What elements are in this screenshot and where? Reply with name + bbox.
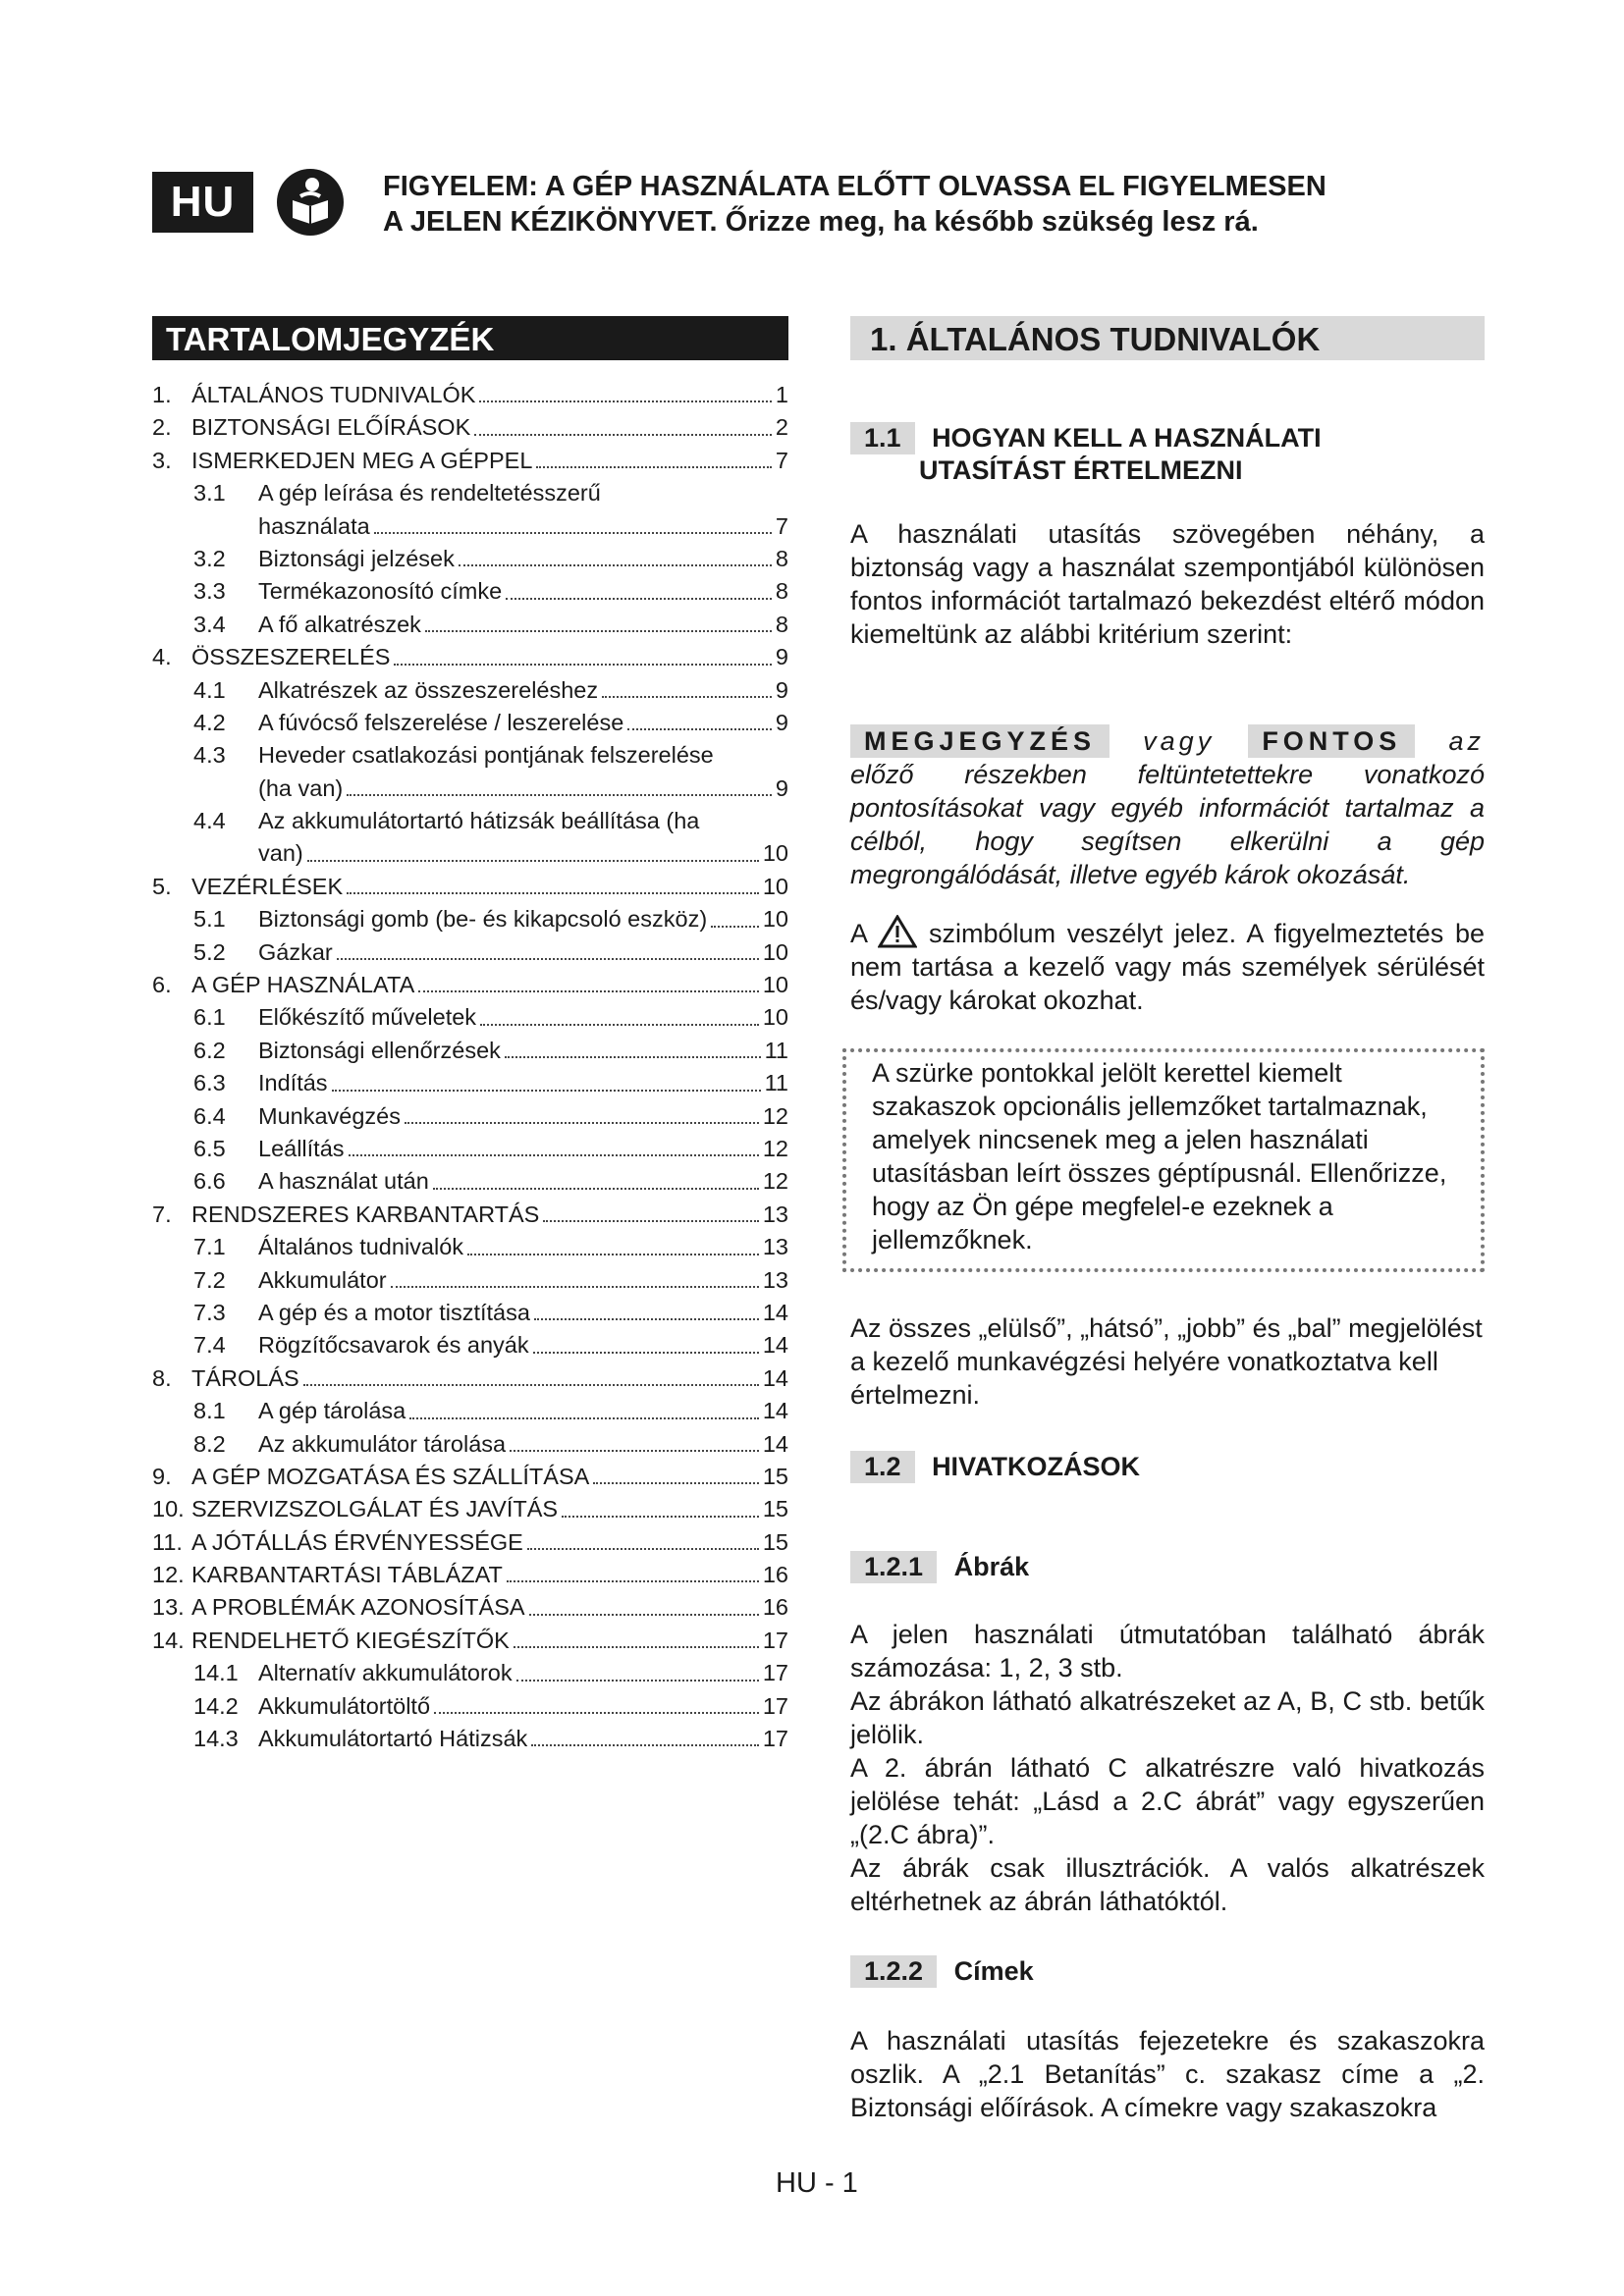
subsection-number: 1.2 <box>850 1451 915 1483</box>
toc-item <box>152 1723 788 1755</box>
table-of-contents <box>152 379 788 1755</box>
toc-item-title: ISMERKEDJEN MEG A GÉPPEL <box>191 447 533 473</box>
toc-item-page: 1 <box>775 382 788 407</box>
paragraph-orientation: Az összes „elülső”, „hátsó”, „jobb” és „bal” megjelölést a kezelő munkavégzési helyére vonatkoztatva kell értelmezni. <box>850 1313 1483 1410</box>
toc-item <box>152 1001 788 1034</box>
toc-item-title: A használat után <box>258 1168 429 1195</box>
toc-leader <box>337 936 759 960</box>
note-tag: MEGJEGYZÉS <box>850 724 1110 758</box>
toc-leader <box>409 1395 759 1418</box>
toc-leader <box>531 1723 759 1746</box>
toc-item-page: 13 <box>762 1201 788 1227</box>
toc-leader <box>394 641 771 665</box>
figures-reference: A 2. ábrán látható C alkatrészre való hivatkozás jelölése tehát: „Lásd a 2.C ábrát” vagy egyszerűen „(2.C ábra)”. <box>850 1753 1485 1849</box>
toc-item-number: 8.2 <box>193 1430 226 1457</box>
toc-item <box>152 903 788 935</box>
toc-item-title: Biztonsági ellenőrzések <box>258 1037 501 1063</box>
figures-numbering: A jelen használati útmutatóban található ábrák számozása: 1, 2, 3 stb. <box>850 1620 1485 1682</box>
subsection-title: Címek <box>953 1956 1034 1986</box>
toc-item-page: 16 <box>762 1594 788 1621</box>
toc-item-title: Rögzítőcsavarok és anyák <box>258 1332 529 1359</box>
toc-leader <box>332 1067 761 1091</box>
toc-item <box>152 837 788 870</box>
toc-item <box>152 805 788 837</box>
toc-item-page: 17 <box>762 1660 788 1686</box>
toc-item <box>152 411 788 444</box>
toc-item-page: 13 <box>762 1266 788 1293</box>
toc-item <box>152 1329 788 1362</box>
toc-item <box>152 1461 788 1493</box>
toc-item <box>152 1067 788 1099</box>
paragraph-warning-symbol <box>850 915 1485 1017</box>
toc-item-title: használata <box>258 512 370 539</box>
toc-item-number: 1. <box>152 382 172 407</box>
toc-item-title: Akkumulátor <box>258 1266 387 1293</box>
toc-item-title: Alkatrészek az összeszereléshez <box>258 676 599 703</box>
toc-item-title: SZERVIZSZOLGÁLAT ÉS JAVÍTÁS <box>191 1496 559 1522</box>
toc-leader <box>405 1100 759 1124</box>
toc-leader <box>347 773 772 796</box>
toc-item <box>152 477 788 509</box>
toc-leader <box>510 1428 759 1452</box>
toc-item <box>152 575 788 608</box>
toc-item-number: 3.1 <box>193 480 226 507</box>
toc-item-number: 6.2 <box>193 1037 226 1063</box>
toc-item <box>152 1559 788 1591</box>
toc-item-number: 8.1 <box>193 1398 226 1424</box>
toc-item-page: 10 <box>762 972 788 998</box>
toc-item-title: Termékazonosító címke <box>258 578 503 605</box>
toc-item-title: A JÓTÁLLÁS ÉRVÉNYESSÉGE <box>191 1528 523 1555</box>
toc-item-page: 14 <box>762 1364 788 1391</box>
toc-leader <box>303 1362 759 1386</box>
warning-triangle-icon <box>878 915 917 948</box>
toc-item <box>152 379 788 411</box>
toc-item <box>152 969 788 1001</box>
toc-item <box>152 1591 788 1624</box>
toc-item-number: 9. <box>152 1463 172 1489</box>
toc-item-page: 8 <box>775 611 788 637</box>
toc-item-page: 7 <box>775 512 788 539</box>
toc-leader <box>516 1657 759 1681</box>
toc-leader <box>374 510 772 534</box>
toc-item <box>152 1165 788 1198</box>
toc-item <box>152 543 788 575</box>
toc-item-number: 14.1 <box>193 1660 239 1686</box>
toc-item-page: 9 <box>775 676 788 703</box>
toc-item-title: KARBANTARTÁSI TÁBLÁZAT <box>191 1562 503 1588</box>
toc-item-title: Indítás <box>258 1070 328 1096</box>
toc-leader <box>505 1035 761 1058</box>
toc-leader <box>602 674 772 698</box>
toc-item-number: 6.1 <box>193 1004 226 1031</box>
toc-leader <box>593 1461 759 1484</box>
subsection-number: 1.2.1 <box>850 1551 937 1583</box>
toc-item-page: 13 <box>762 1234 788 1260</box>
toc-item <box>152 1264 788 1297</box>
toc-item-number: 11. <box>152 1528 183 1555</box>
paragraph-titles: A használati utasítás fejezetekre és szakaszokra oszlik. A „2.1 Betanítás” c. szakasz címe a „2. Biztonsági előírások. A címekre vagy szakaszokra <box>850 2026 1485 2122</box>
toc-item <box>152 1362 788 1395</box>
subsection-title: Ábrák <box>953 1552 1030 1581</box>
subsection-title: HIVATKOZÁSOK <box>932 1452 1141 1481</box>
toc-item-number: 3.3 <box>193 578 226 605</box>
toc-item-title: Az akkumulátor tárolása <box>258 1430 507 1457</box>
toc-item <box>152 1133 788 1165</box>
toc-item <box>152 609 788 641</box>
subsection-1-1-heading <box>850 422 1322 487</box>
toc-item <box>152 674 788 707</box>
subsection-1-2-2-heading <box>850 1955 1034 1988</box>
toc-item-title: Alternatív akkumulátorok <box>258 1660 513 1686</box>
toc-item <box>152 1690 788 1723</box>
toc-item-title: Általános tudnivalók <box>258 1234 464 1260</box>
toc-item-number: 7.2 <box>193 1266 226 1293</box>
toc-item-title: Az akkumulátortartó hátizsák beállítása (ha <box>258 808 700 834</box>
toc-item-page: 2 <box>775 414 788 441</box>
toc-item-number: 12. <box>152 1562 185 1588</box>
toc-item <box>152 1526 788 1559</box>
toc-item <box>152 936 788 969</box>
paragraph-note-line <box>850 724 1485 891</box>
toc-item-page: 12 <box>762 1135 788 1161</box>
toc-item-title: VEZÉRLÉSEK <box>191 873 344 899</box>
section-1-title: 1. ÁLTALÁNOS TUDNIVALÓK <box>850 316 1485 360</box>
toc-item-page: 10 <box>762 938 788 965</box>
toc-item <box>152 707 788 739</box>
toc-item-number: 6.4 <box>193 1102 226 1129</box>
toc-item-number: 7.1 <box>193 1234 226 1260</box>
toc-leader <box>711 903 759 927</box>
toc-item-page: 17 <box>762 1627 788 1653</box>
toc-item-number: 2. <box>152 414 172 441</box>
toc-item <box>152 445 788 477</box>
toc-leader <box>514 1625 759 1648</box>
toc-item-title: TÁROLÁS <box>191 1364 299 1391</box>
toc-item <box>152 739 788 772</box>
toc-item-title: A gép tárolása <box>258 1398 406 1424</box>
language-badge: HU <box>152 172 253 233</box>
page-number: HU - 1 <box>776 2167 858 2199</box>
toc-item-page: 11 <box>764 1037 788 1063</box>
toc-item-number: 4. <box>152 644 172 670</box>
toc-item-page: 10 <box>762 1004 788 1031</box>
warning-pre: A <box>850 919 867 948</box>
paragraph-figures <box>850 1618 1485 1918</box>
toc-item <box>152 871 788 903</box>
toc-item <box>152 1297 788 1329</box>
toc-item-title: A fő alkatrészek <box>258 611 421 637</box>
warning-line-1: FIGYELEM: A GÉP HASZNÁLATA ELŐTT OLVASSA EL FIGYELMESEN <box>383 171 1326 202</box>
toc-leader <box>467 1231 759 1255</box>
warning-text-body: szimbólum veszélyt jelez. A figyelmeztetés be nem tartása a kezelő vagy más személyek sérülését és/vagy károkat okozhat. <box>850 919 1485 1015</box>
toc-item-number: 4.4 <box>193 808 226 834</box>
toc-item-title: Biztonsági gomb (be- és kikapcsoló eszköz) <box>258 906 708 933</box>
toc-item-title: RENDSZERES KARBANTARTÁS <box>191 1201 540 1227</box>
toc-item-number: 14.2 <box>193 1692 239 1719</box>
toc-item-title: ÖSSZESZERELÉS <box>191 644 391 670</box>
toc-item-number: 7.4 <box>193 1332 226 1359</box>
subsection-number: 1.2.2 <box>850 1955 937 1988</box>
paragraph-note-text: előző részekben feltüntetettekre vonatkozó pontosításokat vagy egyéb információt tartalmaz a célból, hogy segítsen elkerülni a gép megrongálódását, illetve egyéb károk okozását. <box>850 760 1485 889</box>
toc-item-number: 7. <box>152 1201 172 1227</box>
toc-leader <box>349 1133 759 1156</box>
toc-item <box>152 641 788 673</box>
toc-item-page: 14 <box>762 1430 788 1457</box>
toc-item-page: 15 <box>762 1463 788 1489</box>
toc-item-page: 9 <box>775 644 788 670</box>
toc-item-title: (ha van) <box>258 774 344 801</box>
toc-item-page: 7 <box>775 447 788 473</box>
toc-item-number: 6.6 <box>193 1168 226 1195</box>
subsection-1-2-1-heading <box>850 1551 1029 1583</box>
toc-item-number: 10. <box>152 1496 185 1522</box>
toc-item-number: 6.3 <box>193 1070 226 1096</box>
toc-item-number: 5.1 <box>193 906 226 933</box>
toc-item-title: Munkavégzés <box>258 1102 401 1129</box>
toc-item-title: A gép és a motor tisztítása <box>258 1299 530 1325</box>
toc-leader <box>506 575 772 599</box>
toc-leader <box>307 837 759 861</box>
toc-item-page: 15 <box>762 1496 788 1522</box>
toc-item-title: RENDELHETŐ KIEGÉSZÍTŐK <box>191 1627 510 1653</box>
toc-item-title: BIZTONSÁGI ELŐÍRÁSOK <box>191 414 471 441</box>
toc-item-number: 4.3 <box>193 742 226 769</box>
toc-leader <box>562 1493 759 1517</box>
toc-item-title: A GÉP MOZGATÁSA ÉS SZÁLLÍTÁSA <box>191 1463 590 1489</box>
toc-item-title: van) <box>258 840 303 867</box>
toc-item-title: A gép leírása és rendeltetésszerű <box>258 480 601 507</box>
toc-item-number: 14. <box>152 1627 185 1653</box>
book-read-icon <box>275 167 346 238</box>
figures-letters: Az ábrákon látható alkatrészeket az A, B, C stb. betűk jelölik. <box>850 1686 1485 1749</box>
warning-line-2: A JELEN KÉZIKÖNYVET. Őrizze meg, ha később szükség lesz rá. <box>383 206 1259 238</box>
toc-item-page: 9 <box>775 709 788 735</box>
optional-features-text: A szürke pontokkal jelölt kerettel kiemelt szakaszok opcionális jellemzőket tartalmaznak, amelyek nincsenek meg a jelen használati utasításban leírt összes géptípusnál. Ellenőrizze, hogy az Ön gépe megfelel-e ezeknek a jellemzőknek. <box>872 1058 1447 1255</box>
toc-item-title: Akkumulátortartó Hátizsák <box>258 1726 528 1752</box>
toc-item-title: Akkumulátortöltő <box>258 1692 431 1719</box>
toc-item <box>152 1395 788 1427</box>
toc-leader <box>627 707 772 730</box>
toc-item-page: 17 <box>762 1726 788 1752</box>
toc-item-page: 11 <box>764 1070 788 1096</box>
toc-item-page: 10 <box>762 906 788 933</box>
toc-item-page: 8 <box>775 578 788 605</box>
toc-item-number: 6.5 <box>193 1135 226 1161</box>
toc-leader <box>507 1559 759 1582</box>
toc-item-number: 6. <box>152 972 172 998</box>
toc-leader <box>434 1690 759 1714</box>
toc-title: TARTALOMJEGYZÉK <box>152 316 788 360</box>
toc-leader <box>474 411 772 435</box>
toc-item-page: 15 <box>762 1528 788 1555</box>
toc-item-number: 7.3 <box>193 1299 226 1325</box>
toc-item-page: 16 <box>762 1562 788 1588</box>
toc-item-page: 14 <box>762 1299 788 1325</box>
toc-leader <box>425 609 772 632</box>
toc-item-title: Biztonsági jelzések <box>258 545 455 571</box>
toc-item-number: 3. <box>152 447 172 473</box>
toc-item <box>152 510 788 543</box>
toc-item <box>152 1428 788 1461</box>
toc-item <box>152 1100 788 1133</box>
toc-item-page: 12 <box>762 1168 788 1195</box>
toc-item-title: A GÉP HASZNÁLATA <box>191 972 415 998</box>
toc-leader <box>480 1001 759 1025</box>
toc-leader <box>529 1591 759 1615</box>
or-word: vagy <box>1143 726 1216 756</box>
toc-item <box>152 1657 788 1689</box>
toc-item-number: 4.2 <box>193 709 226 735</box>
toc-leader <box>527 1526 759 1550</box>
toc-leader <box>459 543 772 566</box>
toc-item-number: 13. <box>152 1594 185 1621</box>
toc-item-number: 5.2 <box>193 938 226 965</box>
toc-leader <box>391 1264 759 1288</box>
toc-item-page: 17 <box>762 1692 788 1719</box>
toc-item <box>152 1625 788 1657</box>
toc-item-title: Leállítás <box>258 1135 345 1161</box>
toc-item <box>152 1035 788 1067</box>
toc-item-title: A PROBLÉMÁK AZONOSÍTÁSA <box>191 1594 525 1621</box>
toc-item-number: 5. <box>152 873 172 899</box>
toc-item-number: 8. <box>152 1364 172 1391</box>
toc-item-number: 3.2 <box>193 545 226 571</box>
toc-item-number: 14.3 <box>193 1726 239 1752</box>
toc-item <box>152 1199 788 1231</box>
toc-leader <box>536 445 772 468</box>
toc-item-title: Heveder csatlakozási pontjának felszerelése <box>258 742 714 769</box>
toc-leader <box>433 1165 759 1189</box>
toc-leader <box>534 1297 759 1320</box>
toc-item-title: Előkészítő műveletek <box>258 1004 477 1031</box>
toc-item-page: 12 <box>762 1102 788 1129</box>
subsection-title-line1: HOGYAN KELL A HASZNÁLATI <box>932 423 1322 453</box>
toc-item-number: 4.1 <box>193 676 226 703</box>
toc-item-page: 9 <box>775 774 788 801</box>
toc-item-page: 10 <box>762 873 788 899</box>
toc-item <box>152 1231 788 1263</box>
toc-item-title: Gázkar <box>258 938 333 965</box>
toc-item-page: 10 <box>762 840 788 867</box>
figures-illustration: Az ábrák csak illusztrációk. A valós alkatrészek eltérhetnek az ábrán láthatóktól. <box>850 1853 1485 1916</box>
subsection-title-line2: UTASÍTÁST ÉRTELMEZNI <box>919 455 1243 485</box>
toc-item-page: 14 <box>762 1332 788 1359</box>
toc-item <box>152 773 788 805</box>
az-word: az <box>1448 726 1485 756</box>
toc-leader <box>533 1329 759 1353</box>
toc-item-title: A fúvócső felszerelése / leszerelése <box>258 709 624 735</box>
toc-leader <box>347 871 759 894</box>
toc-item-page: 8 <box>775 545 788 571</box>
subsection-1-2-heading <box>850 1451 1140 1483</box>
subsection-number: 1.1 <box>850 422 915 454</box>
paragraph-intro: A használati utasítás szövegében néhány, a biztonság vagy a használat szempontjából különösen fontos információt tartalmazó bekezdést eltérő módon kiemeltünk az alábbi kritérium szerint: <box>850 519 1485 649</box>
toc-item-number: 3.4 <box>193 611 226 637</box>
warning-text <box>383 169 1326 240</box>
toc-leader <box>479 379 771 402</box>
toc-leader <box>418 969 759 992</box>
toc-item <box>152 1493 788 1525</box>
toc-item-title: ÁLTALÁNOS TUDNIVALÓK <box>191 382 476 407</box>
toc-item-page: 14 <box>762 1398 788 1424</box>
toc-leader <box>543 1199 759 1222</box>
important-tag: FONTOS <box>1248 724 1415 758</box>
